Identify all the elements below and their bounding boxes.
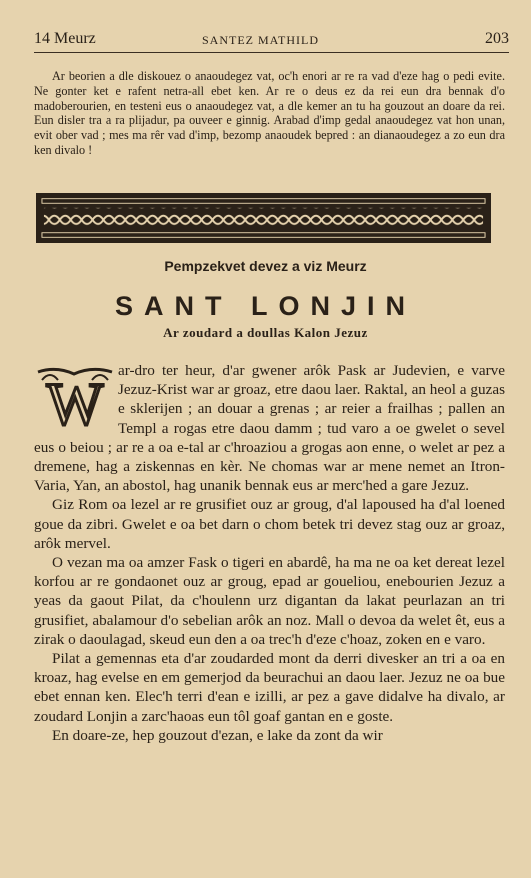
running-header xyxy=(34,30,509,53)
body-paragraph: En doare-ze, hep gouzout d'ezan, e lake da zont da wir xyxy=(52,726,383,744)
body-paragraph: ar-dro ter heur, d'ar gwener arôk Pask ar Judevien, e varve Jezuz-Krist war ar groaz, etre daou laer. Raktal, an heol a guzas e sklerijen ; an douar a grenas ; ar reier a frailhas ; pallen an Templ a rogas etre daou damm ; tud varo a oe gwelet o sevel eus o beiou ; ar re a oa e-tal ar c'hroaziou a grogas aon enne, o welet ar pez a dremene, hag a ziskennas en kèr. Ne chomas war ar mene nemet an Itron-Varia, Yan, an abostol, hag unanik bennak eus ar merc'hed a gare Jezuz. xyxy=(34,362,505,495)
body-paragraph: Giz Rom oa lezel ar re grusifiet ouz ar groug, d'al lapoused ha d'al loened goue da zibri. Gwelet e oa bet darn o chom betek tri devez stag ouz ar groaz, arôk mervel. xyxy=(34,496,505,552)
page-number: 203 xyxy=(485,30,509,47)
body-paragraph: O vezan ma oa amzer Fask o tigeri en abardê, ha ma ne oa ket dereat lezel korfou ar re gondaonet ouz ar groug, epad ar goueliou, enebourien Jezuz a yeas da gaout Pilat, da c'houlenn urz digantan da lakat peurlazan an tri grusifiet, abalamour d'o sebelian arôk an noz. Mall o devoa da welet êt, eus a zirak o daoulagad, skeud eun den a oa trec'h d'eze c'hoaz, zoken en e varo. xyxy=(34,554,505,648)
saint-title: SANT LONJIN xyxy=(114,291,416,321)
dropcap-letter: W xyxy=(46,371,104,428)
header-date: 14 Meurz xyxy=(34,30,96,47)
article-body xyxy=(34,361,505,745)
saint-subtitle: Ar zoudard a doullas Kalon Jezuz xyxy=(163,325,368,340)
intro-paragraph: Ar beorien a dle diskouez o anaoudegez vat, oc'h enori ar re ra vad d'eze hag o pedi evite. Ne gonter ket e rafent netra-all ebet ken. Ar re o deus ez da rei eun dra bennak d'o madoberourien, en testeni eus o anaoudegez vat, a dle kemer an tu ha gouzout an doare da rei. Eun disler tra a ra plijadur, pa ouveer e ginnig. Arabad d'imp gedal anaoudegez vat hon unan, evit ober vad ; mes ma rêr vad d'imp, bezomp anaoudek bepred : an dianaoudegez a zo eun dra ken divalo ! xyxy=(34,69,505,157)
body-paragraph: Pilat a gemennas eta d'ar zoudarded mont da derri divesker an tri a oa en kroaz, hag evelse en em gemerjod da beurachui an daou laer. Jezuz ne oa bue ebet ennan ken. Elec'h terri d'ean e izilli, ar pez a gave didalve ha divalo, ar zoudard Lonjin a zarc'haoas eun tôl goaf gantan en e goste. xyxy=(34,650,505,725)
intro-text xyxy=(34,69,505,158)
feast-heading: Pempzekvet devez a viz Meurz xyxy=(164,258,367,274)
celtic-knot-ornament xyxy=(36,193,491,243)
header-title: SANTEZ MATHILD xyxy=(202,33,319,47)
